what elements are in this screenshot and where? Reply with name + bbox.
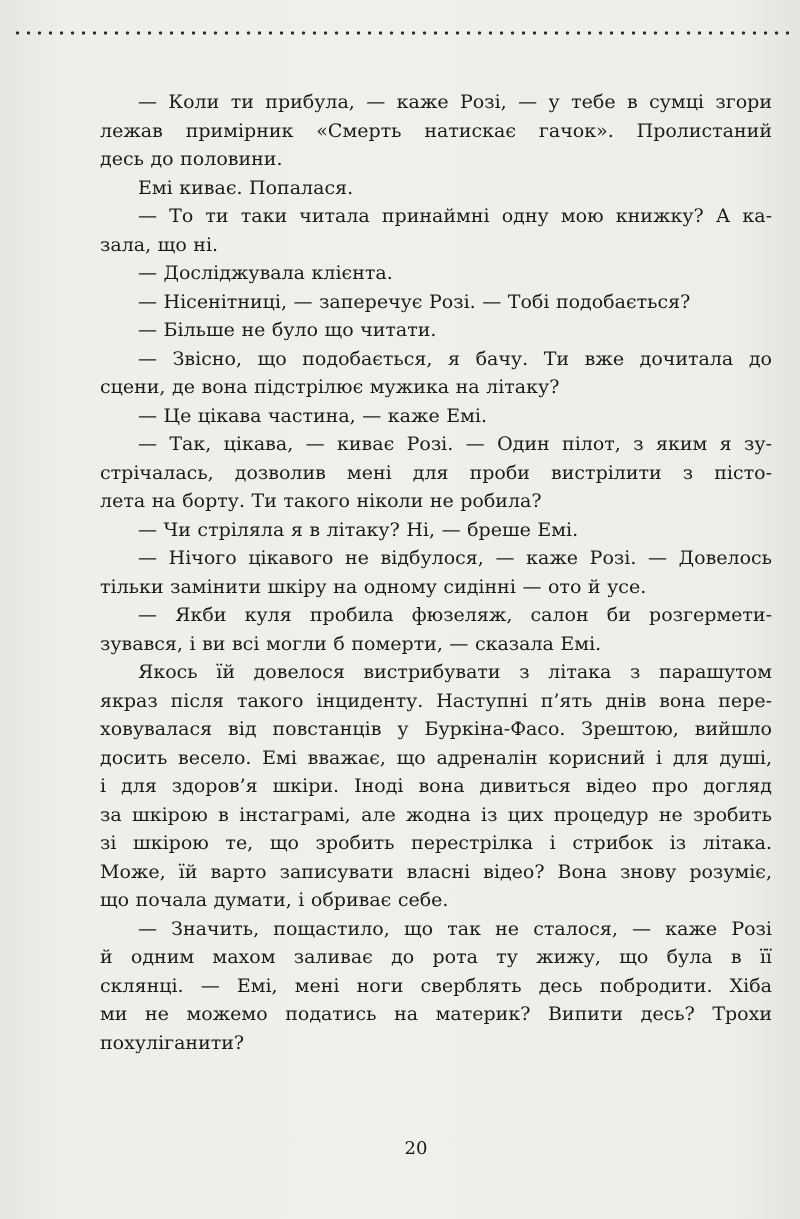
text-line: — Якби куля пробила фюзеляж, салон би розгермети- (138, 604, 772, 626)
text-line: — Нісенітниці, — заперечує Розі. — Тобі подобається? (138, 290, 691, 313)
body-text (100, 88, 772, 1057)
text-line: зі шкірою те, що зробить перестрілка і стрибок із літака. (100, 832, 772, 854)
text-line: ми не можемо податись на материк? Випити десь? Трохи (100, 1003, 772, 1025)
text-line: якраз після такого інциденту. Наступні п’ять днів вона пере- (100, 689, 772, 712)
text-line: — Звісно, що подобається, я бачу. Ти вже дочитала до (138, 347, 772, 370)
text-line: похуліганити? (100, 1031, 245, 1054)
text-line: зувався, і ви всі могли б померти, — сказала Емі. (100, 632, 602, 655)
text-line: що почала думати, і обриває себе. (100, 889, 449, 911)
text-line: тільки замінити шкіру на одному сидінні — ото й усе. (100, 575, 647, 598)
text-line: десь до половини. (100, 148, 283, 170)
text-line: склянці. — Емі, мені ноги сверблять десь побродити. Хіба (100, 974, 772, 997)
text-line: лежав примірник «Смерть натискає гачок». Пролистаний (100, 119, 772, 142)
text-line: — Це цікава частина, — каже Емі. (138, 404, 487, 427)
page-number: 20 (404, 1138, 428, 1159)
text-line: — То ти таки читала принаймні одну мою книжку? А ка- (138, 205, 772, 227)
text-line: — Коли ти прибула, — каже Розі, — у тебе в сумці згори (138, 91, 772, 113)
text-line: зала, що ні. (100, 233, 219, 256)
text-line: — Значить, пощастило, що так не сталося, — каже Розі (138, 917, 772, 940)
text-line: — Більше не було що читати. (138, 319, 437, 341)
text-line: сцени, де вона підстрілює мужика на літаку? (100, 376, 560, 398)
text-line: — Досліджувала клієнта. (138, 262, 393, 284)
text-line: Якось їй довелося вистрибувати з літака з парашутом (138, 661, 772, 683)
text-line: — Так, цікава, — киває Розі. — Один пілот, з яким я зу- (138, 433, 772, 455)
text-line: — Чи стріляла я в літаку? Ні, — бреше Емі. (138, 518, 579, 541)
text-line: ховувалася від повстанців у Буркіна-Фасо. Зрештою, вийшло (100, 718, 772, 740)
dotted-border (12, 31, 792, 35)
text-line: лета на борту. Ти такого ніколи не робила? (100, 490, 542, 512)
text-line: — Нічого цікавого не відбулося, — каже Розі. — Довелось (138, 547, 772, 569)
text-line: і для здоров’я шкіри. Іноді вона дивиться відео про догляд (100, 775, 772, 797)
text-line: за шкірою в інстаграмі, але жодна із цих процедур не зробить (100, 803, 772, 826)
text-line: Емі киває. Попалася. (138, 176, 354, 199)
text-line: досить весело. Емі вважає, що адреналін корисний і для душі, (100, 746, 772, 769)
text-line: Може, їй варто записувати власні відео? Вона знову розуміє, (100, 860, 772, 883)
text-line: й одним махом заливає до рота ту жижу, що була в її (100, 946, 772, 968)
text-line: стрічалась, дозволив мені для проби вистрілити з пісто- (100, 461, 772, 484)
